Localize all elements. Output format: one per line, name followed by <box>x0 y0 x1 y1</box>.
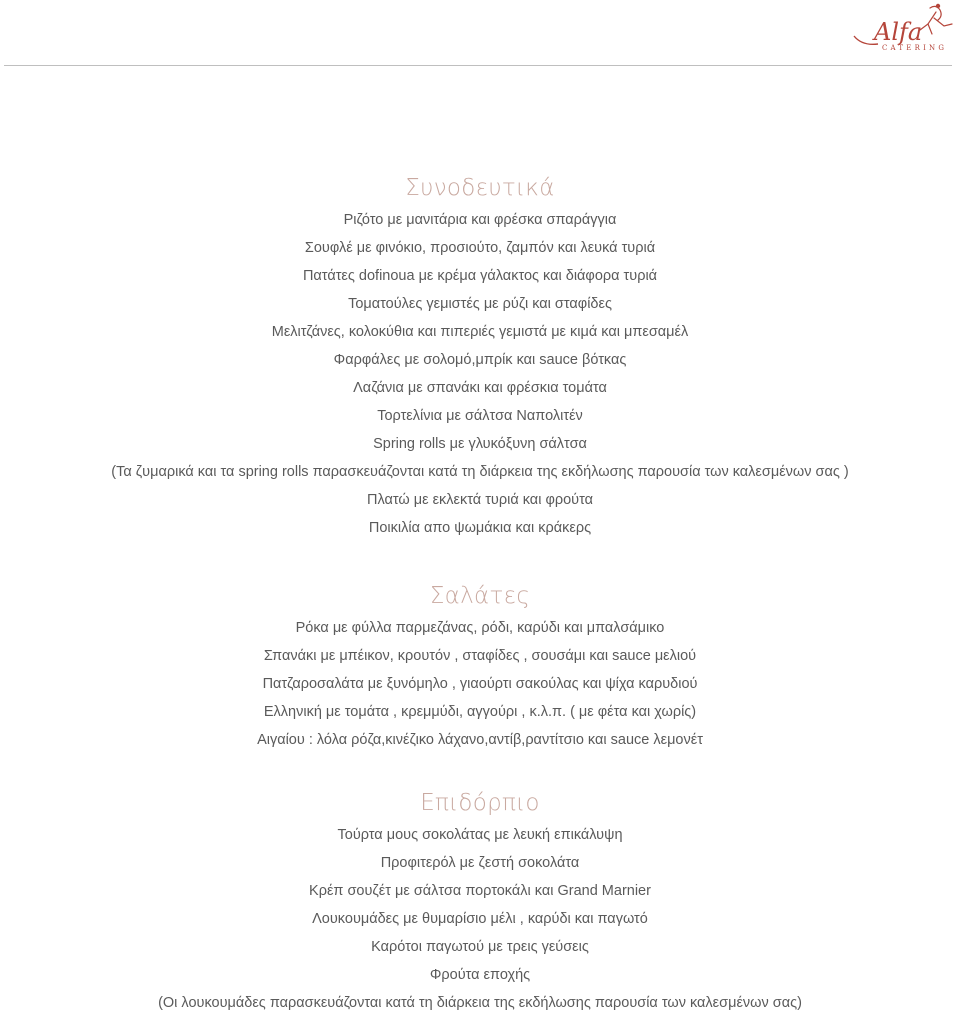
section-title: Συνοδευτικά <box>405 175 555 201</box>
menu-item: Σουφλέ με φινόκιο, προσιούτο, ζαμπόν και λευκά τυριά <box>304 240 656 256</box>
menu-item: Σπανάκι με μπέικον, κρουτόν , σταφίδες , σουσάμι και sauce μελιού <box>263 648 697 664</box>
menu-item: Τοματούλες γεμιστές με ρύζι και σταφίδες <box>348 296 612 312</box>
menu-item-list <box>0 614 960 754</box>
menu-item: Λουκουμάδες με θυμαρίσιο μέλι , καρύδι και παγωτό <box>312 911 648 927</box>
section-salads <box>0 580 960 754</box>
menu-item: Ριζότο με μανιτάρια και φρέσκα σπαράγγια <box>343 212 617 228</box>
menu-item: Καρότοι παγωτού με τρεις γεύσεις <box>371 939 589 955</box>
menu-item: Τούρτα μους σοκολάτας με λευκή επικάλυψη <box>337 827 623 843</box>
menu-item: Τορτελίνια με σάλτσα Ναπολιτέν <box>377 408 583 424</box>
menu-item: Ποικιλία απο ψωμάκια και κράκερς <box>368 520 592 536</box>
menu-item: Αιγαίου : λόλα ρόζα,κινέζικο λάχανο,αντίβ,ραντίτσιο και sauce λεμονέτ <box>257 732 703 748</box>
page-header <box>0 0 960 68</box>
alfa-catering-logo <box>848 0 958 62</box>
menu-item: Πατάτες dofinoua με κρέμα γάλακτος και διάφορα τυριά <box>302 268 658 284</box>
menu-item: Λαζάνια με σπανάκι και φρέσκια τομάτα <box>353 380 607 396</box>
menu-item: Μελιτζάνες, κολοκύθια και πιπεριές γεμιστά με κιμά και μπεσαμέλ <box>271 324 689 340</box>
section-title: Επιδόρπιο <box>420 790 540 816</box>
menu-note: (Τα ζυμαρικά και τα spring rolls παρασκευάζονται κατά τη διάρκεια της εκδήλωσης παρουσία των καλεσμένων σας ) <box>111 464 849 480</box>
menu-item: Ελληνική με τομάτα , κρεμμύδι, αγγούρι , κ.λ.π. ( με φέτα και χωρίς) <box>263 704 697 720</box>
dancer-icon <box>920 4 952 34</box>
menu-item: Spring rolls με γλυκόξυνη σάλτσα <box>373 436 587 452</box>
section-title: Σαλάτες <box>429 583 531 609</box>
menu-note: (Οι λουκουμάδες παρασκευάζονται κατά τη διάρκεια της εκδήλωσης παρουσία των καλεσμένων σας) <box>158 995 802 1011</box>
menu-item-list <box>0 821 960 1017</box>
logo-script-text: Alfa <box>874 18 923 46</box>
logo-subtitle: CATERING <box>882 44 948 52</box>
menu-item: Πατζαροσαλάτα με ξυνόμηλο , γιαούρτι σακούλας και ψίχα καρυδιού <box>262 676 698 692</box>
menu-item: Φρούτα εποχής <box>429 967 531 983</box>
menu-item: Πλατώ με εκλεκτά τυριά και φρούτα <box>366 492 593 508</box>
section-accompaniments <box>0 172 960 542</box>
menu-item: Ρόκα με φύλλα παρμεζάνας, ρόδι, καρύδι και μπαλσάμικο <box>295 620 665 636</box>
menu-item: Προφιτερόλ με ζεστή σοκολάτα <box>380 855 580 871</box>
menu-item-list <box>0 206 960 542</box>
header-divider <box>4 65 952 66</box>
section-dessert <box>0 787 960 1017</box>
menu-item: Φαρφάλες με σολομό,μπρίκ και sauce βότκας <box>333 352 627 368</box>
menu-item: Κρέπ σουζέτ με σάλτσα πορτοκάλι και Grand Marnier <box>309 883 651 899</box>
